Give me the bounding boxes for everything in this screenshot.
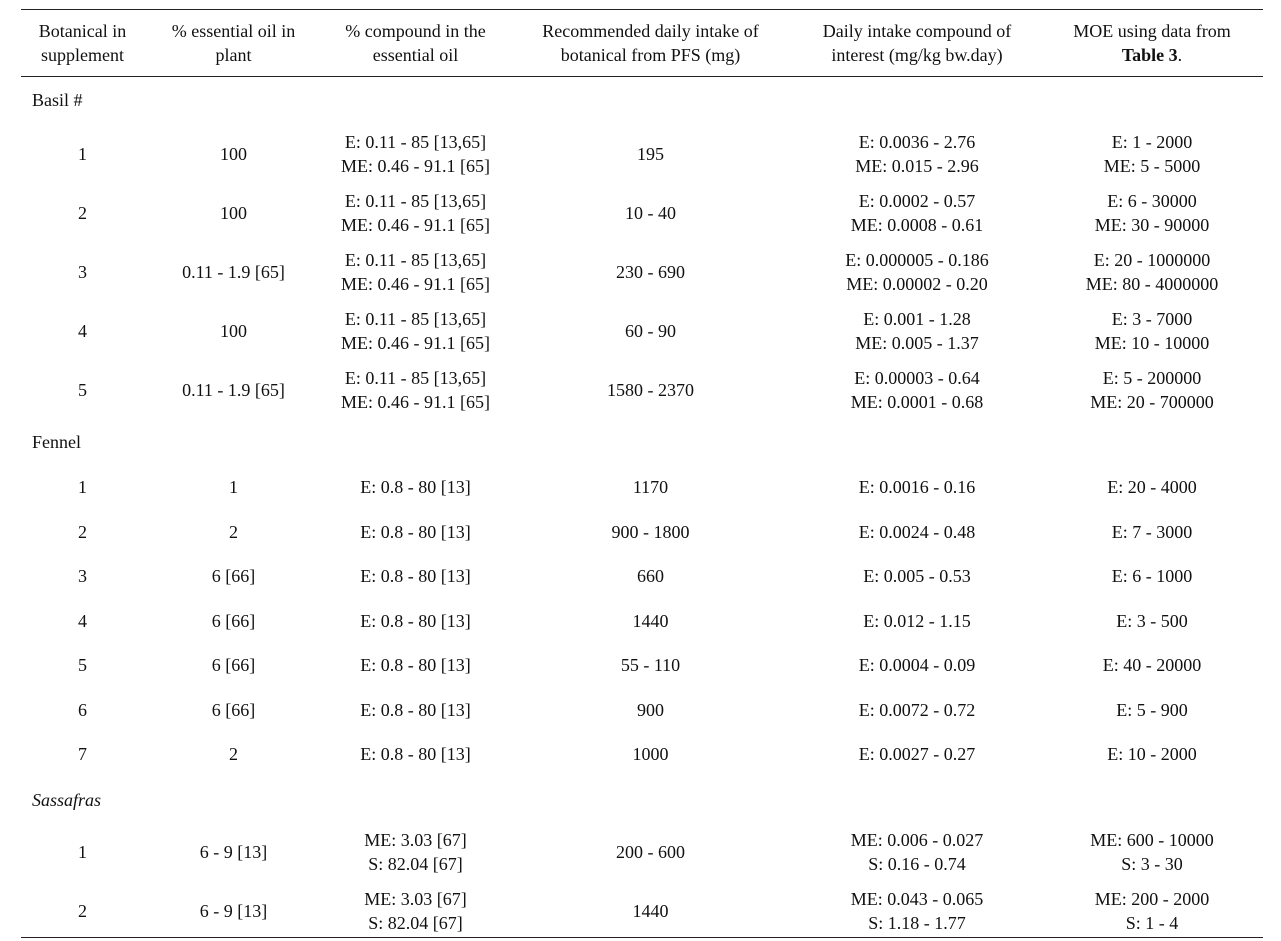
cell-moe-line: ME: 5 - 5000	[1103, 155, 1201, 176]
section-row	[21, 419, 1263, 465]
header-text: % essential oil in	[171, 21, 296, 41]
cell-moe-line: E: 5 - 900	[1116, 699, 1188, 720]
cell-essential-oil: 0.11 - 1.9 [65]	[182, 379, 285, 400]
cell-daily-intake-line: E: 0.0072 - 0.72	[858, 699, 976, 720]
cell-moe-line: ME: 200 - 2000	[1094, 889, 1210, 909]
table-row	[21, 599, 1263, 644]
cell-moe	[1041, 643, 1263, 688]
cell-daily-intake-line: ME: 0.0001 - 0.68	[850, 391, 984, 412]
cell-recommended-intake: 1170	[632, 477, 669, 498]
cell-daily-intake	[793, 510, 1041, 555]
cell-compound-line: E: 0.11 - 85 [13,65]	[344, 367, 487, 388]
header-text: essential oil	[372, 45, 459, 65]
table-row	[21, 643, 1263, 688]
cell-daily-intake-line: E: 0.0004 - 0.09	[858, 655, 976, 676]
cell-daily-intake-line: E: 0.0016 - 0.16	[858, 477, 976, 498]
cell-daily-intake-line: E: 0.012 - 1.15	[863, 610, 971, 631]
cell-compound-line: E: 0.8 - 80 [13]	[360, 655, 471, 676]
cell-compound	[323, 124, 508, 183]
cell-supplement-id: 2	[78, 901, 87, 921]
cell-essential-oil: 100	[220, 320, 247, 341]
cell-compound-line: E: 0.11 - 85 [13,65]	[344, 249, 487, 270]
cell-essential-oil: 2	[229, 744, 238, 765]
cell-recommended-intake: 1440	[632, 610, 669, 631]
cell-compound	[323, 465, 508, 510]
cell-daily-intake-line: E: 0.0024 - 0.48	[858, 521, 976, 542]
cell-supplement-id: 1	[78, 477, 87, 498]
cell-daily-intake-line: E: 0.0036 - 2.76	[858, 131, 976, 152]
cell-supplement-id: 2	[78, 521, 87, 542]
cell-moe-line: E: 3 - 500	[1116, 610, 1188, 631]
cell-compound-line: ME: 0.46 - 91.1 [65]	[341, 214, 490, 235]
cell-supplement-id: 6	[78, 699, 87, 720]
cell-daily-intake	[793, 242, 1041, 301]
cell-compound	[323, 242, 508, 301]
cell-recommended-intake: 1580 - 2370	[607, 379, 694, 400]
cell-moe-line: ME: 600 - 10000	[1090, 830, 1214, 850]
table-row	[21, 183, 1263, 242]
cell-recommended-intake: 1000	[632, 744, 669, 765]
cell-daily-intake-line: S: 1.18 - 1.77	[868, 913, 966, 933]
cell-daily-intake-line: E: 0.0027 - 0.27	[858, 744, 976, 765]
header-text: botanical from PFS (mg)	[560, 45, 741, 65]
cell-daily-intake	[793, 882, 1041, 941]
cell-compound-line: ME: 0.46 - 91.1 [65]	[341, 391, 490, 412]
table-row	[21, 823, 1263, 882]
cell-recommended-intake: 55 - 110	[620, 655, 681, 676]
cell-daily-intake-line: ME: 0.015 - 2.96	[855, 155, 979, 176]
cell-daily-intake	[793, 465, 1041, 510]
cell-moe-line: E: 7 - 3000	[1111, 521, 1193, 542]
cell-essential-oil: 100	[220, 143, 247, 164]
cell-compound-line: E: 0.8 - 80 [13]	[360, 566, 471, 587]
table-row	[21, 732, 1263, 777]
cell-compound-line: ME: 0.46 - 91.1 [65]	[341, 332, 490, 353]
table-body	[21, 76, 1263, 941]
table-reference-link: Table 3	[1121, 45, 1178, 65]
cell-compound-line: E: 0.8 - 80 [13]	[360, 610, 471, 631]
cell-daily-intake	[793, 554, 1041, 599]
header-text: .	[1177, 45, 1183, 65]
table-row	[21, 465, 1263, 510]
cell-moe-line: E: 3 - 7000	[1111, 308, 1193, 329]
cell-daily-intake-line: E: 0.005 - 0.53	[863, 566, 971, 587]
cell-recommended-intake: 900	[637, 699, 664, 720]
cell-compound	[323, 688, 508, 733]
cell-compound-line: E: 0.8 - 80 [13]	[360, 521, 471, 542]
section-label: Basil #	[32, 90, 83, 110]
cell-supplement-id: 4	[78, 610, 87, 631]
cell-moe	[1041, 360, 1263, 419]
cell-compound	[323, 301, 508, 360]
cell-daily-intake	[793, 823, 1041, 882]
cell-compound-line: ME: 3.03 [67]	[364, 889, 467, 909]
cell-moe	[1041, 732, 1263, 777]
header-text: plant	[215, 45, 252, 65]
header-compound	[323, 10, 508, 76]
cell-compound-line: ME: 3.03 [67]	[364, 830, 467, 850]
header-essential-oil	[144, 10, 323, 76]
cell-moe	[1041, 124, 1263, 183]
table-row	[21, 882, 1263, 941]
cell-essential-oil: 6 - 9 [13]	[199, 901, 268, 921]
cell-compound	[323, 510, 508, 555]
table-row	[21, 688, 1263, 733]
cell-compound-line: E: 0.8 - 80 [13]	[360, 744, 471, 765]
cell-moe	[1041, 510, 1263, 555]
header-daily-intake	[793, 10, 1041, 76]
header-text: MOE using data from	[1073, 21, 1231, 41]
cell-moe	[1041, 242, 1263, 301]
cell-compound	[323, 183, 508, 242]
cell-moe	[1041, 301, 1263, 360]
cell-compound-line: E: 0.11 - 85 [13,65]	[344, 308, 487, 329]
cell-supplement-id: 1	[78, 143, 87, 164]
cell-moe	[1041, 183, 1263, 242]
cell-recommended-intake: 230 - 690	[616, 261, 685, 282]
cell-supplement-id: 1	[78, 842, 87, 862]
cell-compound-line: S: 82.04 [67]	[368, 913, 463, 933]
header-recommended-intake	[508, 10, 793, 76]
cell-compound	[323, 732, 508, 777]
data-table	[21, 10, 1263, 941]
header-moe	[1041, 10, 1263, 76]
cell-moe-line: E: 1 - 2000	[1111, 131, 1193, 152]
cell-compound	[323, 554, 508, 599]
header-botanical	[21, 10, 144, 76]
cell-essential-oil: 6 - 9 [13]	[199, 842, 268, 862]
cell-daily-intake-line: E: 0.0002 - 0.57	[858, 190, 976, 211]
cell-essential-oil: 6 [66]	[211, 699, 256, 720]
cell-supplement-id: 5	[78, 379, 87, 400]
cell-moe-line: E: 10 - 2000	[1107, 744, 1197, 765]
cell-recommended-intake: 195	[637, 143, 664, 164]
header-text: supplement	[41, 45, 124, 65]
cell-moe-line: ME: 30 - 90000	[1094, 214, 1210, 235]
cell-daily-intake-line: E: 0.00003 - 0.64	[854, 367, 980, 388]
header-text: Botanical in	[38, 21, 127, 41]
header-text: % compound in the	[345, 21, 486, 41]
cell-daily-intake	[793, 301, 1041, 360]
table-row	[21, 242, 1263, 301]
cell-compound	[323, 599, 508, 644]
cell-moe	[1041, 465, 1263, 510]
cell-essential-oil: 0.11 - 1.9 [65]	[182, 261, 285, 282]
cell-essential-oil: 2	[229, 521, 238, 542]
cell-daily-intake-line: E: 0.000005 - 0.186	[845, 249, 989, 270]
table-row	[21, 554, 1263, 599]
cell-compound-line: ME: 0.46 - 91.1 [65]	[341, 273, 490, 294]
cell-compound	[323, 360, 508, 419]
cell-moe-line: E: 6 - 30000	[1107, 190, 1197, 211]
cell-moe-line: S: 3 - 30	[1121, 854, 1183, 874]
cell-daily-intake-line: ME: 0.006 - 0.027	[850, 830, 984, 850]
section-row	[21, 76, 1263, 124]
cell-recommended-intake: 1440	[632, 901, 669, 921]
cell-daily-intake-line: ME: 0.00002 - 0.20	[846, 273, 988, 294]
cell-daily-intake	[793, 183, 1041, 242]
section-label: Fennel	[32, 432, 81, 452]
cell-moe	[1041, 554, 1263, 599]
cell-moe-line: ME: 10 - 10000	[1094, 332, 1210, 353]
section-label: Sassafras	[32, 789, 102, 810]
cell-supplement-id: 5	[78, 655, 87, 676]
section-row	[21, 777, 1263, 823]
cell-daily-intake	[793, 124, 1041, 183]
cell-moe-line: E: 5 - 200000	[1102, 367, 1202, 388]
cell-supplement-id: 2	[78, 202, 87, 223]
cell-compound-line: E: 0.11 - 85 [13,65]	[344, 190, 487, 211]
cell-compound-line: E: 0.11 - 85 [13,65]	[344, 131, 487, 152]
cell-compound	[323, 882, 508, 941]
cell-supplement-id: 7	[78, 744, 87, 765]
cell-supplement-id: 4	[78, 320, 87, 341]
cell-moe-line: S: 1 - 4	[1125, 913, 1179, 933]
cell-daily-intake	[793, 599, 1041, 644]
cell-moe-line: ME: 20 - 700000	[1090, 391, 1214, 412]
header-text: Daily intake compound of	[822, 21, 1012, 41]
cell-daily-intake-line: E: 0.001 - 1.28	[863, 308, 971, 329]
cell-essential-oil: 100	[220, 202, 247, 223]
header-text: interest (mg/kg bw.day)	[831, 45, 1003, 65]
cell-recommended-intake: 200 - 600	[616, 842, 685, 862]
cell-moe-line: E: 20 - 4000	[1107, 477, 1197, 498]
table-row	[21, 301, 1263, 360]
cell-daily-intake-line: ME: 0.043 - 0.065	[850, 889, 984, 909]
cell-moe-line: E: 6 - 1000	[1111, 566, 1193, 587]
cell-recommended-intake: 660	[637, 566, 664, 587]
cell-supplement-id: 3	[78, 261, 87, 282]
cell-compound-line: E: 0.8 - 80 [13]	[360, 477, 471, 498]
table-header-row	[21, 10, 1263, 76]
cell-daily-intake	[793, 643, 1041, 688]
cell-moe-line: E: 20 - 1000000	[1093, 249, 1211, 270]
cell-daily-intake-line: ME: 0.0008 - 0.61	[850, 214, 984, 235]
cell-essential-oil: 6 [66]	[211, 610, 256, 631]
table-row	[21, 360, 1263, 419]
cell-recommended-intake: 10 - 40	[625, 202, 676, 223]
cell-moe	[1041, 823, 1263, 882]
cell-supplement-id: 3	[78, 566, 87, 587]
cell-moe-line: ME: 80 - 4000000	[1085, 273, 1219, 294]
cell-daily-intake-line: S: 0.16 - 0.74	[868, 854, 966, 874]
cell-recommended-intake: 60 - 90	[625, 320, 676, 341]
cell-daily-intake	[793, 732, 1041, 777]
table-row	[21, 510, 1263, 555]
cell-compound-line: E: 0.8 - 80 [13]	[360, 699, 471, 720]
header-text	[1041, 43, 1263, 67]
cell-compound-line: S: 82.04 [67]	[368, 854, 463, 874]
cell-daily-intake	[793, 360, 1041, 419]
cell-essential-oil: 6 [66]	[211, 566, 256, 587]
cell-moe	[1041, 882, 1263, 941]
cell-recommended-intake: 900 - 1800	[611, 521, 690, 542]
table-row	[21, 124, 1263, 183]
cell-moe	[1041, 599, 1263, 644]
cell-moe-line: E: 40 - 20000	[1102, 655, 1202, 676]
header-text: Recommended daily intake of	[542, 21, 759, 41]
cell-daily-intake	[793, 688, 1041, 733]
cell-compound	[323, 823, 508, 882]
cell-moe	[1041, 688, 1263, 733]
cell-compound	[323, 643, 508, 688]
cell-compound-line: ME: 0.46 - 91.1 [65]	[341, 155, 490, 176]
cell-daily-intake-line: ME: 0.005 - 1.37	[855, 332, 979, 353]
cell-essential-oil: 6 [66]	[211, 655, 256, 676]
cell-essential-oil: 1	[229, 477, 238, 498]
